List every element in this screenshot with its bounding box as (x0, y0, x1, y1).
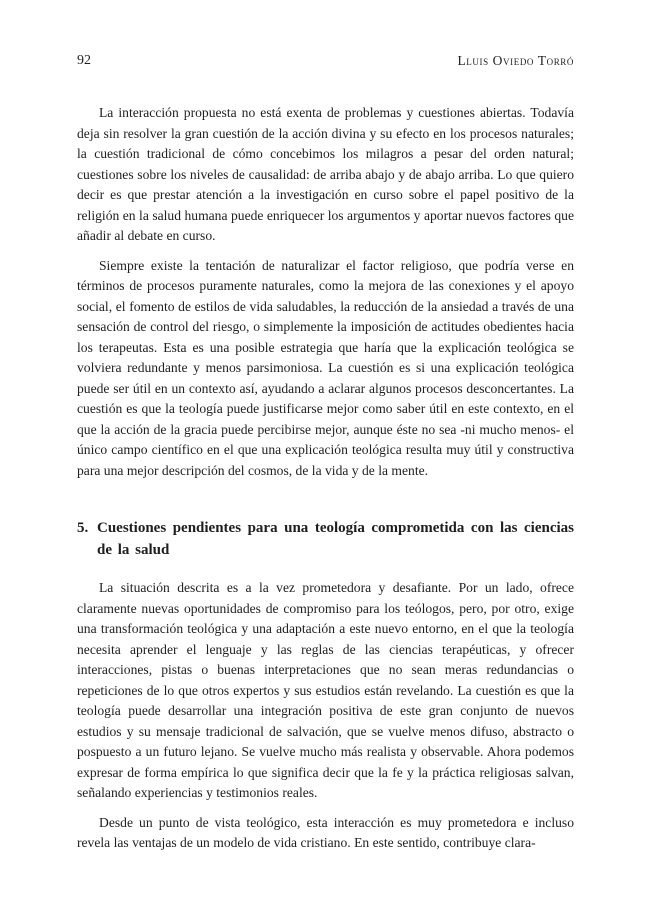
body-text-before-section (77, 103, 574, 490)
section-number: 5. (77, 520, 89, 536)
body-text-after-section (77, 578, 574, 863)
page-number: 92 (77, 53, 91, 68)
paragraph: Siempre existe la tentación de naturalizar el factor religioso, que podría verse en términos de procesos puramente naturales, como la mejora de las conexiones y el apoyo social, el fomento de estilos de vida saludables, la reducción de la ansiedad a través de una sensación de control del riesgo, o simplemente la imposición de actitudes obedientes hacia los terapeutas. Esta es una posible estrategia que haría que la explicación teológica se volviera redundante y menos parsimoniosa. La cuestión es si una explicación teológica puede ser útil en un contexto así, ayudando a aclarar algunos procesos desconcertantes. La cuestión es que la teología puede justificarse mejor como saber útil en este contexto, en el que la acción de la gracia puede percibirse mejor, aunque éste no sea -ni mucho menos- el único campo científico en el que una explicación teológica resulta muy útil y constructiva para una mejor descripción del cosmos, de la vida y de la mente. (77, 257, 574, 478)
section-title: Cuestiones pendientes para una teología comprometida con las ciencias de la salud (97, 520, 574, 558)
paragraph: La situación descrita es a la vez prometedora y desafiante. Por un lado, ofrece claramente nuevas oportunidades de compromiso para los teólogos, pero, por otro, exige una transformación teológica y una adaptación a este nuevo entorno, en el que la teología necesita aprender el lenguaje y las reglas de las ciencias terapéuticas, y ofrecer interacciones, pistas o buenas interpretaciones que no sean meras redundancias o repeticiones de lo que otros expertos y sus estudios están revelando. La cuestión es que la teología puede desarrollar una integración positiva de este gran conjunto de nuevos estudios y su mensaje tradicional de salvación, que se vuelve menos difuso, abstracto o pospuesto a un futuro lejano. Se vuelve mucho más realista y observable. Ahora podemos expresar de forma empírica lo que significa decir que la fe y la práctica religiosas salvan, señalando experiencias y testimonios reales. (77, 580, 574, 800)
book-page (77, 0, 574, 917)
section-heading (77, 517, 574, 561)
paragraph: Desde un punto de vista teológico, esta interacción es muy prometedora e incluso revela las ventajas de un modelo de vida cristiano. En este sentido, contribuye clara- (77, 814, 574, 850)
paragraph: La interacción propuesta no está exenta de problemas y cuestiones abiertas. Todavía deja sin resolver la gran cuestión de la acción divina y su efecto en los procesos naturales; la cuestión tradicional de cómo concebimos los milagros a pesar del orden natural; cuestiones sobre los niveles de causalidad: de arriba abajo y de abajo arriba. Lo que quiero decir es que prestar atención a la investigación en curso sobre el papel positivo de la religión en la salud humana puede enriquecer los argumentos y aportar nuevos factores que añadir al debate en curso. (77, 105, 574, 243)
running-header (77, 51, 574, 71)
running-header-author: Lluis Oviedo Torró (457, 53, 574, 68)
